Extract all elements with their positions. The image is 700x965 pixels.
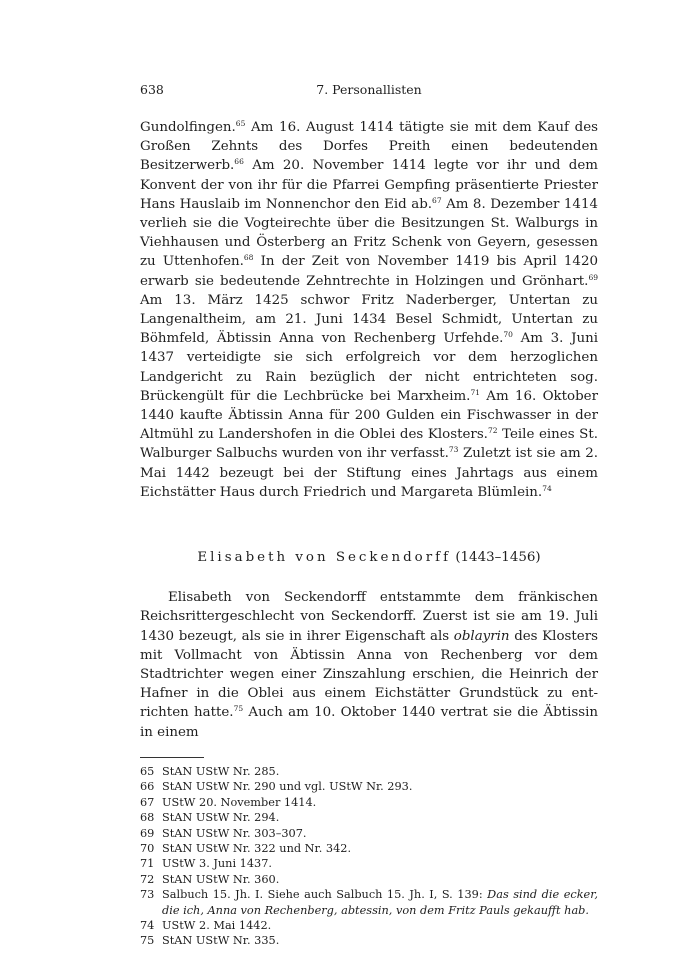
footnote-text: [162, 933, 598, 948]
footnote-75-text: StAN UStW Nr. 335.: [162, 934, 280, 948]
paragraph-1-text: Am 8. Dezember 1414 verlieh sie die Vogteirechte über die Besitzungen St. Walburgs in Viehhausen und Österberg an Fritz Schenk von Geyern, gesessen zu Uttenhofen.: [140, 196, 598, 270]
footnote-ref-65: 65: [235, 119, 246, 128]
running-title: 7. Personallisten: [316, 82, 422, 97]
footnote-65: [140, 764, 598, 779]
footnote-67: [140, 795, 598, 810]
footnote-text: [162, 918, 598, 933]
paragraph-2: [140, 588, 598, 742]
footnote-number: 68: [140, 811, 155, 825]
footnote-74: [140, 918, 598, 933]
section-heading: [140, 548, 598, 567]
paragraph-1-text: Zuletzt ist sie am 2. Mai 1442 bezeugt bei der Stiftung eines Jahrtags aus einem Eichstätter Haus durch Friedrich und Margareta Blümlein.: [140, 446, 599, 500]
footnote-72: [140, 872, 598, 887]
footnote-separator: [140, 757, 204, 758]
footnote-ref-70: 70: [503, 330, 513, 340]
paragraph-2-text: Auch am 10. Oktober 1440 vertrat sie die Äbtissin in einem: [140, 705, 599, 740]
book-page: [140, 82, 598, 949]
footnote-text: [162, 856, 598, 871]
page-header: [140, 82, 598, 104]
paragraph-1-text: Teile eines St. Walburger Salbuchs wurden von ihr verfasst.: [140, 427, 598, 462]
footnote-number: 65: [140, 764, 155, 778]
paragraph-1-text: In der Zeit von November 1419 bis April 1420 erwarb sie bedeutende Zehntrechte in Holzingen und Grönhart.: [140, 254, 598, 289]
paragraph-1-text: Am 16. August 1414 tätigte sie mit dem Kauf des Großen Zehnts des Dorfes Preith einen bedeutenden Besitzerwerb.: [140, 120, 598, 174]
footnotes: [140, 764, 598, 949]
footnote-73-italic-text: Das sind die ecker, die ich, Anna von Rechenberg, abtessin, von dem Fritz Pauls gekaufft hab.: [162, 888, 598, 917]
footnote-number: 73: [140, 888, 155, 902]
footnote-72-text: StAN UStW Nr. 360.: [162, 872, 280, 886]
footnote-67-text: UStW 20. November 1414.: [162, 795, 317, 809]
footnote-66-text: StAN UStW Nr. 290 und vgl. UStW Nr. 293.: [162, 780, 413, 794]
footnote-text: [162, 810, 598, 825]
paragraph-1: [140, 118, 598, 502]
footnote-68: [140, 810, 598, 825]
footnote-73-text: Salbuch 15. Jh. I. Siehe auch Salbuch 15. Jh. I, S. 139:: [162, 888, 488, 902]
footnote-text: [162, 841, 598, 856]
paragraph-1-text: Am 20. November 1414 legte vor ihr und dem Konvent der von ihr für die Pfarrei Gempfing präsentierte Priester Hans Hauslaib im Nonnenchor den Eid ab.: [140, 158, 598, 212]
footnote-70: [140, 841, 598, 856]
footnote-70-text: StAN UStW Nr. 322 und Nr. 342.: [162, 841, 352, 855]
footnote-text: [162, 872, 598, 887]
paragraph-2-text: Elisabeth von Seckendorff entstammte dem fränkischen Reichsrittergeschlecht von Seckendorff. Zuerst ist sie am 19. Juli 1430 bezeugt, als sie in ihrer Eigenschaft als: [140, 590, 598, 644]
footnote-69-text: StAN UStW Nr. 303–307.: [162, 826, 307, 840]
page-number: 638: [140, 82, 164, 97]
footnote-number: 67: [140, 795, 155, 809]
paragraph-1-text: Am 3. Juni 1437 verteidigte sie sich erfolgreich vor dem herzoglichen Landgericht zu Rain bezüglich der nicht entrichteten sog. Brückengült für die Lechbrücke bei Marxheim.: [140, 331, 598, 404]
footnote-75: [140, 933, 598, 948]
footnote-number: 72: [140, 872, 155, 886]
footnote-ref-71: 71: [470, 387, 480, 397]
footnote-ref-73: 73: [448, 445, 459, 455]
paragraph-1-text: Gundolfingen.: [140, 120, 236, 135]
footnote-71-text: UStW 3. Juni 1437.: [162, 857, 272, 871]
footnote-ref-72: 72: [487, 426, 498, 436]
footnote-number: 71: [140, 857, 155, 871]
footnote-68-text: StAN UStW Nr. 294.: [162, 811, 280, 825]
section-years: (1443–1456): [455, 550, 541, 566]
footnote-text: [162, 826, 598, 841]
footnote-number: 69: [140, 826, 155, 840]
footnote-ref-69: 69: [588, 272, 598, 282]
footnote-text: [162, 887, 598, 918]
footnote-text: [162, 795, 598, 810]
footnote-number: 74: [140, 918, 155, 932]
section-name: Elisabeth von Seckendorff: [197, 550, 452, 566]
footnote-ref-66: 66: [234, 157, 244, 167]
paragraph-1-text: Am 16. Oktober 1440 kaufte Äbtissin Anna für 200 Gulden ein Fischwasser in der Altmühl zu Landershofen in die Oblei des Klosters.: [140, 388, 599, 443]
paragraph-2-text: des Klosters mit Vollmacht von Äbtissin Anna von Rechenberg vor dem Stadtrichter wegen einer Zinszahlung erschien, die Heinrich der Hafner in die Oblei aus einem Eichstätter Grundstück zu entrichten hatte.: [140, 628, 598, 721]
footnote-ref-74: 74: [542, 483, 552, 493]
footnote-text: [162, 764, 598, 779]
footnote-ref-68: 68: [243, 253, 254, 263]
footnote-ref-75: 75: [233, 704, 244, 714]
footnote-number: 75: [140, 934, 155, 948]
footnote-73: [140, 887, 598, 918]
footnote-74-text: UStW 2. Mai 1442.: [162, 918, 272, 932]
main-text: [140, 118, 598, 742]
footnote-text: [162, 779, 598, 794]
footnote-number: 66: [140, 780, 155, 794]
footnote-69: [140, 826, 598, 841]
paragraph-1-text: Am 13. März 1425 schwor Fritz Naderberger, Untertan zu Langenaltheim, am 21. Juni 1434 Besel Schmidt, Untertan zu Böhmfeld, Äbtissin Anna von Rechenberg Urfehde.: [140, 292, 598, 347]
footnote-ref-67: 67: [432, 195, 442, 205]
footnote-71: [140, 856, 598, 871]
paragraph-2-italic-text: oblayrin: [453, 628, 510, 644]
footnote-65-text: StAN UStW Nr. 285.: [162, 764, 280, 778]
footnote-66: [140, 779, 598, 794]
footnote-number: 70: [140, 841, 155, 855]
